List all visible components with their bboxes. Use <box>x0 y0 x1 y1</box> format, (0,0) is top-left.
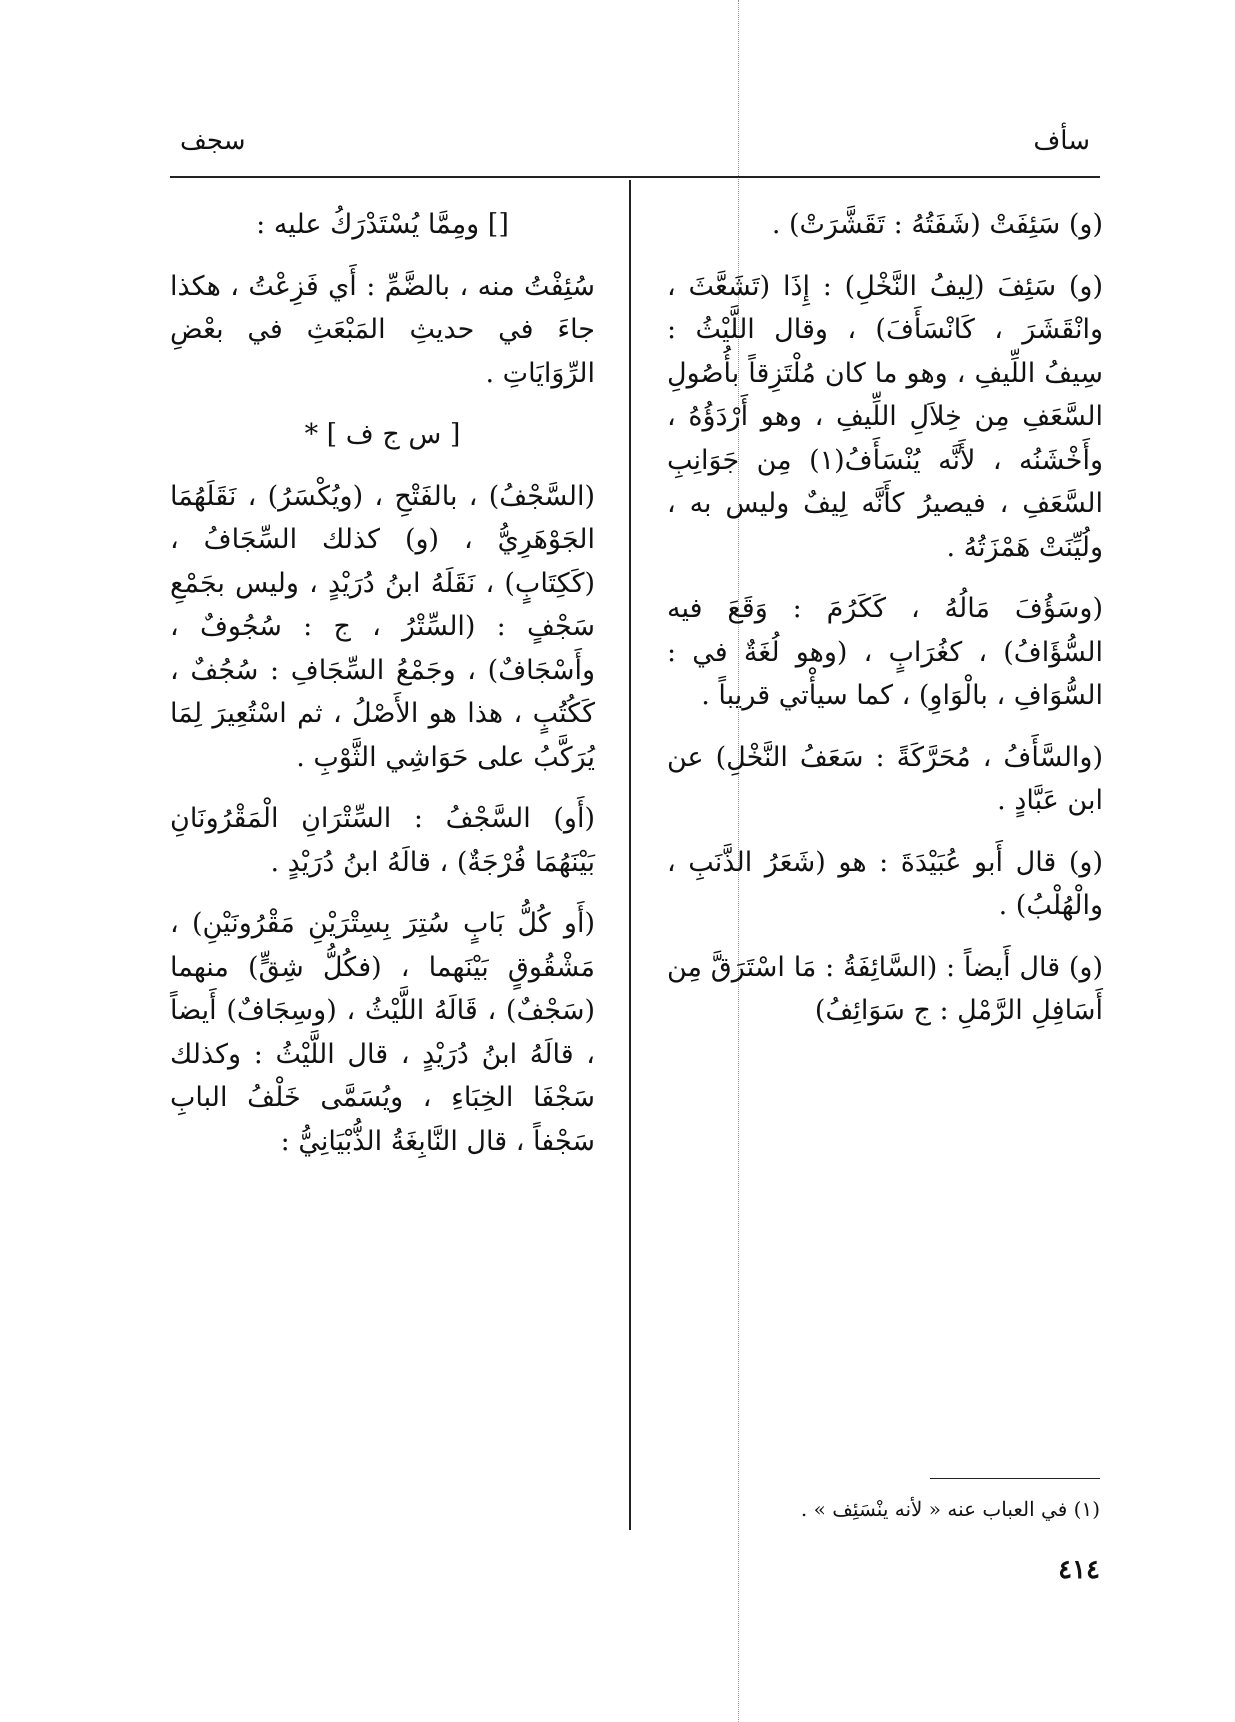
right-column <box>667 203 1103 1051</box>
footnote: (١) في العباب عنه « لأنه ينْسَئِف » . <box>800 1497 1100 1521</box>
paragraph: (و) قال أَبو عُبَيْدَةَ : هو (شَعَرُ الذَّنَبِ ، والْهُلْبُ) . <box>667 846 1103 921</box>
paragraph: (و) سَئِفَ (لِيفُ النَّخْلِ) : إِذَا (تَشَعَّثَ ، وانْقَشَرَ ، كَانْسَأَفَ) ، وقال اللَّيْثُ : سِيفُ اللِّيفِ ، وهو ما كان مُلْتَزِقاً بأُصُولِ السَّعَفِ مِن خِلاَلِ اللِّيفِ ، وهو أَرْدَؤُهُ ، وأَخْشَنُه ، لأَنَّه يُنْسَأَفُ(١) مِن جَوَانِبِ السَّعَفِ ، فيصيرُ كأَنَّه لِيفٌ وليس به ، ولُيِّنَتْ هَمْزَتُهُ . <box>667 270 1103 563</box>
paragraph: [] ومِمَّا يُسْتَدْرَكُ عليه : <box>256 209 509 240</box>
paragraph: (وسَؤُفَ مَالُهُ ، كَكَرُمَ : وَقَعَ فيه السُّؤَافُ) ، كغُرَابٍ ، (وهو لُغَةٌ في : السُّوَافِ ، بالْوَاوِ) ، كما سيأْتي قريباً . <box>667 593 1103 711</box>
paragraph: (و) سَئِفَتْ (شَفَتُهُ : تَقَشَّرَتْ) . <box>771 209 1103 240</box>
paragraph: سُئِفْتُ منه ، بالضَّمِّ : أَي فَزِعْتُ ، هكذا جاءَ في حديثِ المَبْعَثِ في بعْضِ الرِّوَايَاتِ . <box>170 270 595 389</box>
header-entry-right: سأف <box>1033 126 1090 156</box>
paragraph: (والسَّأَفُ ، مُحَرَّكَةً : سَعَفُ النَّخْلِ) عن ابن عَبَّادٍ . <box>667 741 1103 816</box>
paragraph: (السَّجْفُ) ، بالفَتْحِ ، (ويُكْسَرُ) ، نَقَلَهُمَا الجَوْهَرِيُّ ، (و) كذلك السِّجَافُ ، (كَكِتَابٍ) ، نَقَلَهُ ابنُ دُرَيْدٍ ، وليس بجَمْعِ سَجْفٍ : (السِّتْرُ ، ج : سُجُوفٌ ، وأَسْجَافٌ) ، وجَمْعُ السِّجَافِ : سُجُفٌ ، كَكُتُبٍ ، هذا هو الأَصْلُ ، ثم اسْتُعِيرَ لِمَا يُرَكَّبُ على حَوَاشِي الثَّوْبِ . <box>170 480 595 773</box>
header-entry-left: سجف <box>180 126 246 156</box>
left-column <box>170 203 595 1181</box>
paragraph: (و) قال أَيضاً : (السَّائِفَةُ : مَا اسْتَرَقَّ مِن أَسَافِلِ الرَّمْلِ : ج سَوَائِفُ) <box>667 951 1103 1026</box>
paragraph: (أَو) السَّجْفُ : السِّتْرَانِ الْمَقْرُونَانِ بَيْنَهُمَا فُرْجَةٌ) ، قالَهُ ابنُ دُرَيْدٍ . <box>170 803 595 878</box>
footnote-rule <box>930 1478 1100 1479</box>
header-rule <box>170 176 1100 178</box>
entry-heading: [ س ج ف ] * <box>304 419 461 450</box>
paragraph: (أَو كُلُّ بَابٍ سُتِرَ بِسِتْرَيْنِ مَقْرُونَيْنِ) ، مَشْقُوقٍ بَيْنَهما ، (فكُلُّ شِقٍّ) منهما (سَجْفٌ) ، قَالَهُ اللَّيْثُ ، (وسِجَافٌ) أَيضاً ، قالَهُ ابنُ دُرَيْدٍ ، قال اللَّيْثُ : وكذلك سَجْفَا الخِبَاءِ ، ويُسَمَّى خَلْفُ البابِ سَجْفاً ، قال النَّابِغَةُ الذُّبْيَانِيُّ : <box>170 908 595 1157</box>
column-divider <box>629 180 631 1530</box>
page-number: ٤١٤ <box>1058 1555 1100 1585</box>
